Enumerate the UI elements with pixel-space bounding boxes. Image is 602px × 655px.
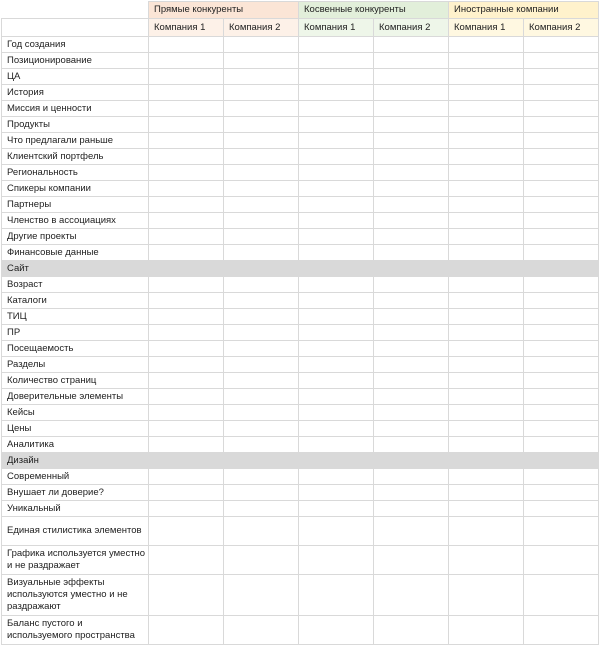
- criterion-row: [2, 575, 599, 616]
- data-cell[interactable]: [524, 437, 599, 453]
- group-header-direct[interactable]: Прямые конкуренты: [149, 2, 299, 19]
- data-cell[interactable]: [224, 453, 299, 469]
- data-cell[interactable]: [524, 229, 599, 245]
- data-cell[interactable]: [449, 37, 524, 53]
- section-row: [2, 453, 599, 469]
- data-cell[interactable]: [299, 197, 374, 213]
- criterion-label[interactable]: Современный: [2, 469, 149, 485]
- data-cell[interactable]: [299, 213, 374, 229]
- data-cell[interactable]: [524, 69, 599, 85]
- criterion-row: [2, 165, 599, 181]
- data-cell[interactable]: [374, 421, 449, 437]
- data-cell[interactable]: [299, 421, 374, 437]
- data-cell[interactable]: [524, 453, 599, 469]
- data-cell[interactable]: [149, 575, 224, 616]
- data-cell[interactable]: [374, 575, 449, 616]
- company-header-cell[interactable]: Компания 1: [299, 19, 374, 37]
- criterion-label[interactable]: Позиционирование: [2, 53, 149, 69]
- data-cell[interactable]: [524, 357, 599, 373]
- data-cell[interactable]: [149, 133, 224, 149]
- data-cell[interactable]: [524, 213, 599, 229]
- data-cell[interactable]: [374, 517, 449, 546]
- criterion-label[interactable]: Количество страниц: [2, 373, 149, 389]
- data-cell[interactable]: [449, 517, 524, 546]
- data-cell[interactable]: [299, 149, 374, 165]
- data-cell[interactable]: [374, 85, 449, 101]
- data-cell[interactable]: [524, 421, 599, 437]
- company-header-cell[interactable]: Компания 1: [449, 19, 524, 37]
- data-cell[interactable]: [449, 437, 524, 453]
- criterion-label[interactable]: Доверительные элементы: [2, 389, 149, 405]
- data-cell[interactable]: [224, 405, 299, 421]
- data-cell[interactable]: [149, 616, 224, 645]
- row-label-blank[interactable]: [2, 19, 149, 37]
- data-cell[interactable]: [449, 229, 524, 245]
- data-cell[interactable]: [224, 101, 299, 117]
- data-cell[interactable]: [224, 501, 299, 517]
- data-cell[interactable]: [299, 101, 374, 117]
- corner-cell[interactable]: [2, 2, 149, 19]
- company-header-cell[interactable]: Компания 1: [149, 19, 224, 37]
- data-cell[interactable]: [224, 437, 299, 453]
- data-cell[interactable]: [524, 616, 599, 645]
- data-cell[interactable]: [149, 357, 224, 373]
- data-cell[interactable]: [149, 277, 224, 293]
- data-cell[interactable]: [224, 293, 299, 309]
- data-cell[interactable]: [149, 389, 224, 405]
- criterion-row: [2, 245, 599, 261]
- criterion-label[interactable]: Каталоги: [2, 293, 149, 309]
- data-cell[interactable]: [374, 101, 449, 117]
- data-cell[interactable]: [149, 229, 224, 245]
- criterion-label[interactable]: Партнеры: [2, 197, 149, 213]
- data-cell[interactable]: [149, 101, 224, 117]
- data-cell[interactable]: [224, 341, 299, 357]
- data-cell[interactable]: [149, 437, 224, 453]
- data-cell[interactable]: [299, 575, 374, 616]
- data-cell[interactable]: [374, 133, 449, 149]
- criterion-label[interactable]: Графика используется уместно и не раздражает: [2, 546, 149, 575]
- data-cell[interactable]: [449, 405, 524, 421]
- data-cell[interactable]: [524, 133, 599, 149]
- criterion-label[interactable]: Региональность: [2, 165, 149, 181]
- data-cell[interactable]: [299, 181, 374, 197]
- section-label[interactable]: Дизайн: [2, 453, 149, 469]
- data-cell[interactable]: [449, 53, 524, 69]
- data-cell[interactable]: [524, 101, 599, 117]
- data-cell[interactable]: [224, 69, 299, 85]
- data-cell[interactable]: [149, 309, 224, 325]
- data-cell[interactable]: [224, 357, 299, 373]
- criterion-row: [2, 341, 599, 357]
- data-cell[interactable]: [374, 616, 449, 645]
- data-cell[interactable]: [224, 149, 299, 165]
- data-cell[interactable]: [524, 53, 599, 69]
- data-cell[interactable]: [524, 181, 599, 197]
- data-cell[interactable]: [374, 69, 449, 85]
- data-cell[interactable]: [299, 501, 374, 517]
- criterion-label[interactable]: Спикеры компании: [2, 181, 149, 197]
- data-cell[interactable]: [299, 245, 374, 261]
- data-cell[interactable]: [149, 546, 224, 575]
- data-cell[interactable]: [524, 277, 599, 293]
- data-cell[interactable]: [299, 165, 374, 181]
- data-cell[interactable]: [224, 389, 299, 405]
- data-cell[interactable]: [374, 485, 449, 501]
- criterion-row: [2, 53, 599, 69]
- data-cell[interactable]: [224, 575, 299, 616]
- criterion-label[interactable]: Что предлагали раньше: [2, 133, 149, 149]
- data-cell[interactable]: [449, 133, 524, 149]
- criterion-label[interactable]: Аналитика: [2, 437, 149, 453]
- criterion-row: [2, 277, 599, 293]
- data-cell[interactable]: [449, 69, 524, 85]
- data-cell[interactable]: [224, 469, 299, 485]
- criterion-label[interactable]: Внушает ли доверие?: [2, 485, 149, 501]
- data-cell[interactable]: [374, 277, 449, 293]
- data-cell[interactable]: [299, 37, 374, 53]
- criterion-label[interactable]: Визуальные эффекты используются уместно и не раздражают: [2, 575, 149, 616]
- data-cell[interactable]: [224, 53, 299, 69]
- data-cell[interactable]: [374, 213, 449, 229]
- data-cell[interactable]: [299, 341, 374, 357]
- criterion-row: [2, 405, 599, 421]
- data-cell[interactable]: [524, 405, 599, 421]
- data-cell[interactable]: [374, 245, 449, 261]
- data-cell[interactable]: [299, 405, 374, 421]
- data-cell[interactable]: [449, 469, 524, 485]
- criterion-row: [2, 181, 599, 197]
- data-cell[interactable]: [149, 485, 224, 501]
- company-header-row: [2, 19, 599, 37]
- data-cell[interactable]: [299, 469, 374, 485]
- criterion-row: [2, 616, 599, 645]
- criterion-row: [2, 133, 599, 149]
- data-cell[interactable]: [449, 293, 524, 309]
- data-cell[interactable]: [449, 616, 524, 645]
- data-cell[interactable]: [149, 181, 224, 197]
- data-cell[interactable]: [524, 373, 599, 389]
- data-cell[interactable]: [374, 293, 449, 309]
- criterion-row: [2, 37, 599, 53]
- data-cell[interactable]: [224, 117, 299, 133]
- data-cell[interactable]: [374, 229, 449, 245]
- criterion-row: [2, 69, 599, 85]
- data-cell[interactable]: [374, 437, 449, 453]
- criterion-label[interactable]: Миссия и ценности: [2, 101, 149, 117]
- data-cell[interactable]: [224, 85, 299, 101]
- data-cell[interactable]: [374, 453, 449, 469]
- data-cell[interactable]: [374, 325, 449, 341]
- data-cell[interactable]: [449, 165, 524, 181]
- data-cell[interactable]: [299, 229, 374, 245]
- criterion-row: [2, 325, 599, 341]
- criterion-row: [2, 485, 599, 501]
- data-cell[interactable]: [299, 117, 374, 133]
- company-header-cell[interactable]: Компания 2: [224, 19, 299, 37]
- data-cell[interactable]: [224, 309, 299, 325]
- data-cell[interactable]: [374, 197, 449, 213]
- data-cell[interactable]: [149, 405, 224, 421]
- data-cell[interactable]: [524, 517, 599, 546]
- data-cell[interactable]: [149, 261, 224, 277]
- data-cell[interactable]: [149, 373, 224, 389]
- data-cell[interactable]: [524, 37, 599, 53]
- data-cell[interactable]: [449, 546, 524, 575]
- data-cell[interactable]: [524, 325, 599, 341]
- data-cell[interactable]: [224, 277, 299, 293]
- criterion-row: [2, 517, 599, 546]
- data-cell[interactable]: [524, 485, 599, 501]
- criterion-label[interactable]: Возраст: [2, 277, 149, 293]
- criterion-row: [2, 213, 599, 229]
- data-cell[interactable]: [224, 373, 299, 389]
- data-cell[interactable]: [449, 389, 524, 405]
- data-cell[interactable]: [524, 149, 599, 165]
- data-cell[interactable]: [224, 421, 299, 437]
- data-cell[interactable]: [524, 309, 599, 325]
- data-cell[interactable]: [224, 517, 299, 546]
- criterion-row: [2, 373, 599, 389]
- criterion-row: [2, 149, 599, 165]
- data-cell[interactable]: [299, 277, 374, 293]
- data-cell[interactable]: [299, 485, 374, 501]
- data-cell[interactable]: [449, 101, 524, 117]
- data-cell[interactable]: [149, 245, 224, 261]
- criterion-row: [2, 101, 599, 117]
- criterion-row: [2, 117, 599, 133]
- data-cell[interactable]: [149, 85, 224, 101]
- section-label[interactable]: Сайт: [2, 261, 149, 277]
- data-cell[interactable]: [299, 357, 374, 373]
- criterion-row: [2, 309, 599, 325]
- data-cell[interactable]: [149, 501, 224, 517]
- data-cell[interactable]: [449, 325, 524, 341]
- company-header-cell[interactable]: Компания 2: [524, 19, 599, 37]
- data-cell[interactable]: [149, 293, 224, 309]
- data-cell[interactable]: [149, 213, 224, 229]
- data-cell[interactable]: [224, 261, 299, 277]
- data-cell[interactable]: [299, 389, 374, 405]
- criterion-label[interactable]: ТИЦ: [2, 309, 149, 325]
- data-cell[interactable]: [449, 181, 524, 197]
- data-cell[interactable]: [374, 373, 449, 389]
- data-cell[interactable]: [374, 181, 449, 197]
- data-cell[interactable]: [299, 293, 374, 309]
- data-cell[interactable]: [449, 357, 524, 373]
- data-cell[interactable]: [449, 213, 524, 229]
- group-header-row: [2, 2, 599, 19]
- data-cell[interactable]: [299, 53, 374, 69]
- data-cell[interactable]: [149, 117, 224, 133]
- data-cell[interactable]: [149, 421, 224, 437]
- data-cell[interactable]: [374, 165, 449, 181]
- data-cell[interactable]: [149, 325, 224, 341]
- data-cell[interactable]: [374, 405, 449, 421]
- data-cell[interactable]: [224, 325, 299, 341]
- group-header-foreign[interactable]: Иностранные компании: [449, 2, 599, 19]
- data-cell[interactable]: [449, 149, 524, 165]
- data-cell[interactable]: [449, 277, 524, 293]
- data-cell[interactable]: [449, 421, 524, 437]
- data-cell[interactable]: [449, 501, 524, 517]
- company-header-cell[interactable]: Компания 2: [374, 19, 449, 37]
- data-cell[interactable]: [524, 261, 599, 277]
- criterion-label[interactable]: Кейсы: [2, 405, 149, 421]
- data-cell[interactable]: [449, 85, 524, 101]
- criterion-label[interactable]: Другие проекты: [2, 229, 149, 245]
- data-cell[interactable]: [224, 165, 299, 181]
- criterion-label[interactable]: Посещаемость: [2, 341, 149, 357]
- group-header-indirect[interactable]: Косвенные конкуренты: [299, 2, 449, 19]
- data-cell[interactable]: [524, 341, 599, 357]
- data-cell[interactable]: [224, 37, 299, 53]
- data-cell[interactable]: [524, 85, 599, 101]
- data-cell[interactable]: [524, 469, 599, 485]
- data-cell[interactable]: [374, 309, 449, 325]
- data-cell[interactable]: [299, 325, 374, 341]
- data-cell[interactable]: [224, 213, 299, 229]
- data-cell[interactable]: [299, 437, 374, 453]
- criterion-row: [2, 501, 599, 517]
- data-cell[interactable]: [299, 546, 374, 575]
- criterion-row: [2, 546, 599, 575]
- data-cell[interactable]: [224, 616, 299, 645]
- data-cell[interactable]: [224, 181, 299, 197]
- data-cell[interactable]: [299, 261, 374, 277]
- criterion-label[interactable]: Единая стилистика элементов: [2, 517, 149, 546]
- data-cell[interactable]: [449, 453, 524, 469]
- criterion-label[interactable]: История: [2, 85, 149, 101]
- data-cell[interactable]: [374, 469, 449, 485]
- data-cell[interactable]: [524, 389, 599, 405]
- criterion-label[interactable]: ЦА: [2, 69, 149, 85]
- data-cell[interactable]: [449, 197, 524, 213]
- criterion-row: [2, 229, 599, 245]
- data-cell[interactable]: [374, 389, 449, 405]
- data-cell[interactable]: [524, 117, 599, 133]
- criterion-row: [2, 389, 599, 405]
- data-cell[interactable]: [299, 517, 374, 546]
- data-cell[interactable]: [149, 517, 224, 546]
- data-cell[interactable]: [224, 229, 299, 245]
- data-cell[interactable]: [524, 165, 599, 181]
- competitor-analysis-table: [1, 1, 599, 645]
- criterion-row: [2, 437, 599, 453]
- data-cell[interactable]: [299, 373, 374, 389]
- criterion-label[interactable]: Финансовые данные: [2, 245, 149, 261]
- data-cell[interactable]: [374, 149, 449, 165]
- data-cell[interactable]: [374, 341, 449, 357]
- data-cell[interactable]: [449, 373, 524, 389]
- data-cell[interactable]: [524, 197, 599, 213]
- criterion-label[interactable]: Цены: [2, 421, 149, 437]
- data-cell[interactable]: [149, 341, 224, 357]
- data-cell[interactable]: [224, 485, 299, 501]
- data-cell[interactable]: [374, 261, 449, 277]
- data-cell[interactable]: [374, 37, 449, 53]
- criterion-row: [2, 421, 599, 437]
- criterion-label[interactable]: Уникальный: [2, 501, 149, 517]
- section-row: [2, 261, 599, 277]
- data-cell[interactable]: [299, 309, 374, 325]
- criterion-label[interactable]: Год создания: [2, 37, 149, 53]
- criterion-label[interactable]: Баланс пустого и используемого пространства: [2, 616, 149, 645]
- criterion-row: [2, 85, 599, 101]
- data-cell[interactable]: [374, 501, 449, 517]
- data-cell[interactable]: [149, 165, 224, 181]
- criterion-row: [2, 357, 599, 373]
- data-cell[interactable]: [524, 501, 599, 517]
- data-cell[interactable]: [374, 357, 449, 373]
- data-cell[interactable]: [149, 69, 224, 85]
- data-cell[interactable]: [149, 53, 224, 69]
- data-cell[interactable]: [299, 69, 374, 85]
- data-cell[interactable]: [524, 245, 599, 261]
- criterion-label[interactable]: Продукты: [2, 117, 149, 133]
- data-cell[interactable]: [449, 117, 524, 133]
- data-cell[interactable]: [224, 245, 299, 261]
- data-cell[interactable]: [449, 575, 524, 616]
- data-cell[interactable]: [149, 149, 224, 165]
- data-cell[interactable]: [524, 293, 599, 309]
- data-cell[interactable]: [449, 309, 524, 325]
- criterion-label[interactable]: ПР: [2, 325, 149, 341]
- data-cell[interactable]: [224, 546, 299, 575]
- data-cell[interactable]: [449, 485, 524, 501]
- data-cell[interactable]: [299, 85, 374, 101]
- criterion-row: [2, 293, 599, 309]
- data-cell[interactable]: [374, 117, 449, 133]
- data-cell[interactable]: [299, 453, 374, 469]
- data-cell[interactable]: [149, 453, 224, 469]
- criterion-row: [2, 469, 599, 485]
- data-cell[interactable]: [149, 197, 224, 213]
- data-cell[interactable]: [524, 575, 599, 616]
- data-cell[interactable]: [224, 133, 299, 149]
- data-cell[interactable]: [449, 341, 524, 357]
- data-cell[interactable]: [224, 197, 299, 213]
- data-cell[interactable]: [524, 546, 599, 575]
- data-cell[interactable]: [449, 261, 524, 277]
- data-cell[interactable]: [374, 53, 449, 69]
- data-cell[interactable]: [299, 133, 374, 149]
- data-cell[interactable]: [299, 616, 374, 645]
- criterion-label[interactable]: Разделы: [2, 357, 149, 373]
- data-cell[interactable]: [374, 546, 449, 575]
- criterion-row: [2, 197, 599, 213]
- criterion-label[interactable]: Клиентский портфель: [2, 149, 149, 165]
- data-cell[interactable]: [149, 37, 224, 53]
- criterion-label[interactable]: Членство в ассоциациях: [2, 213, 149, 229]
- data-cell[interactable]: [449, 245, 524, 261]
- data-cell[interactable]: [149, 469, 224, 485]
